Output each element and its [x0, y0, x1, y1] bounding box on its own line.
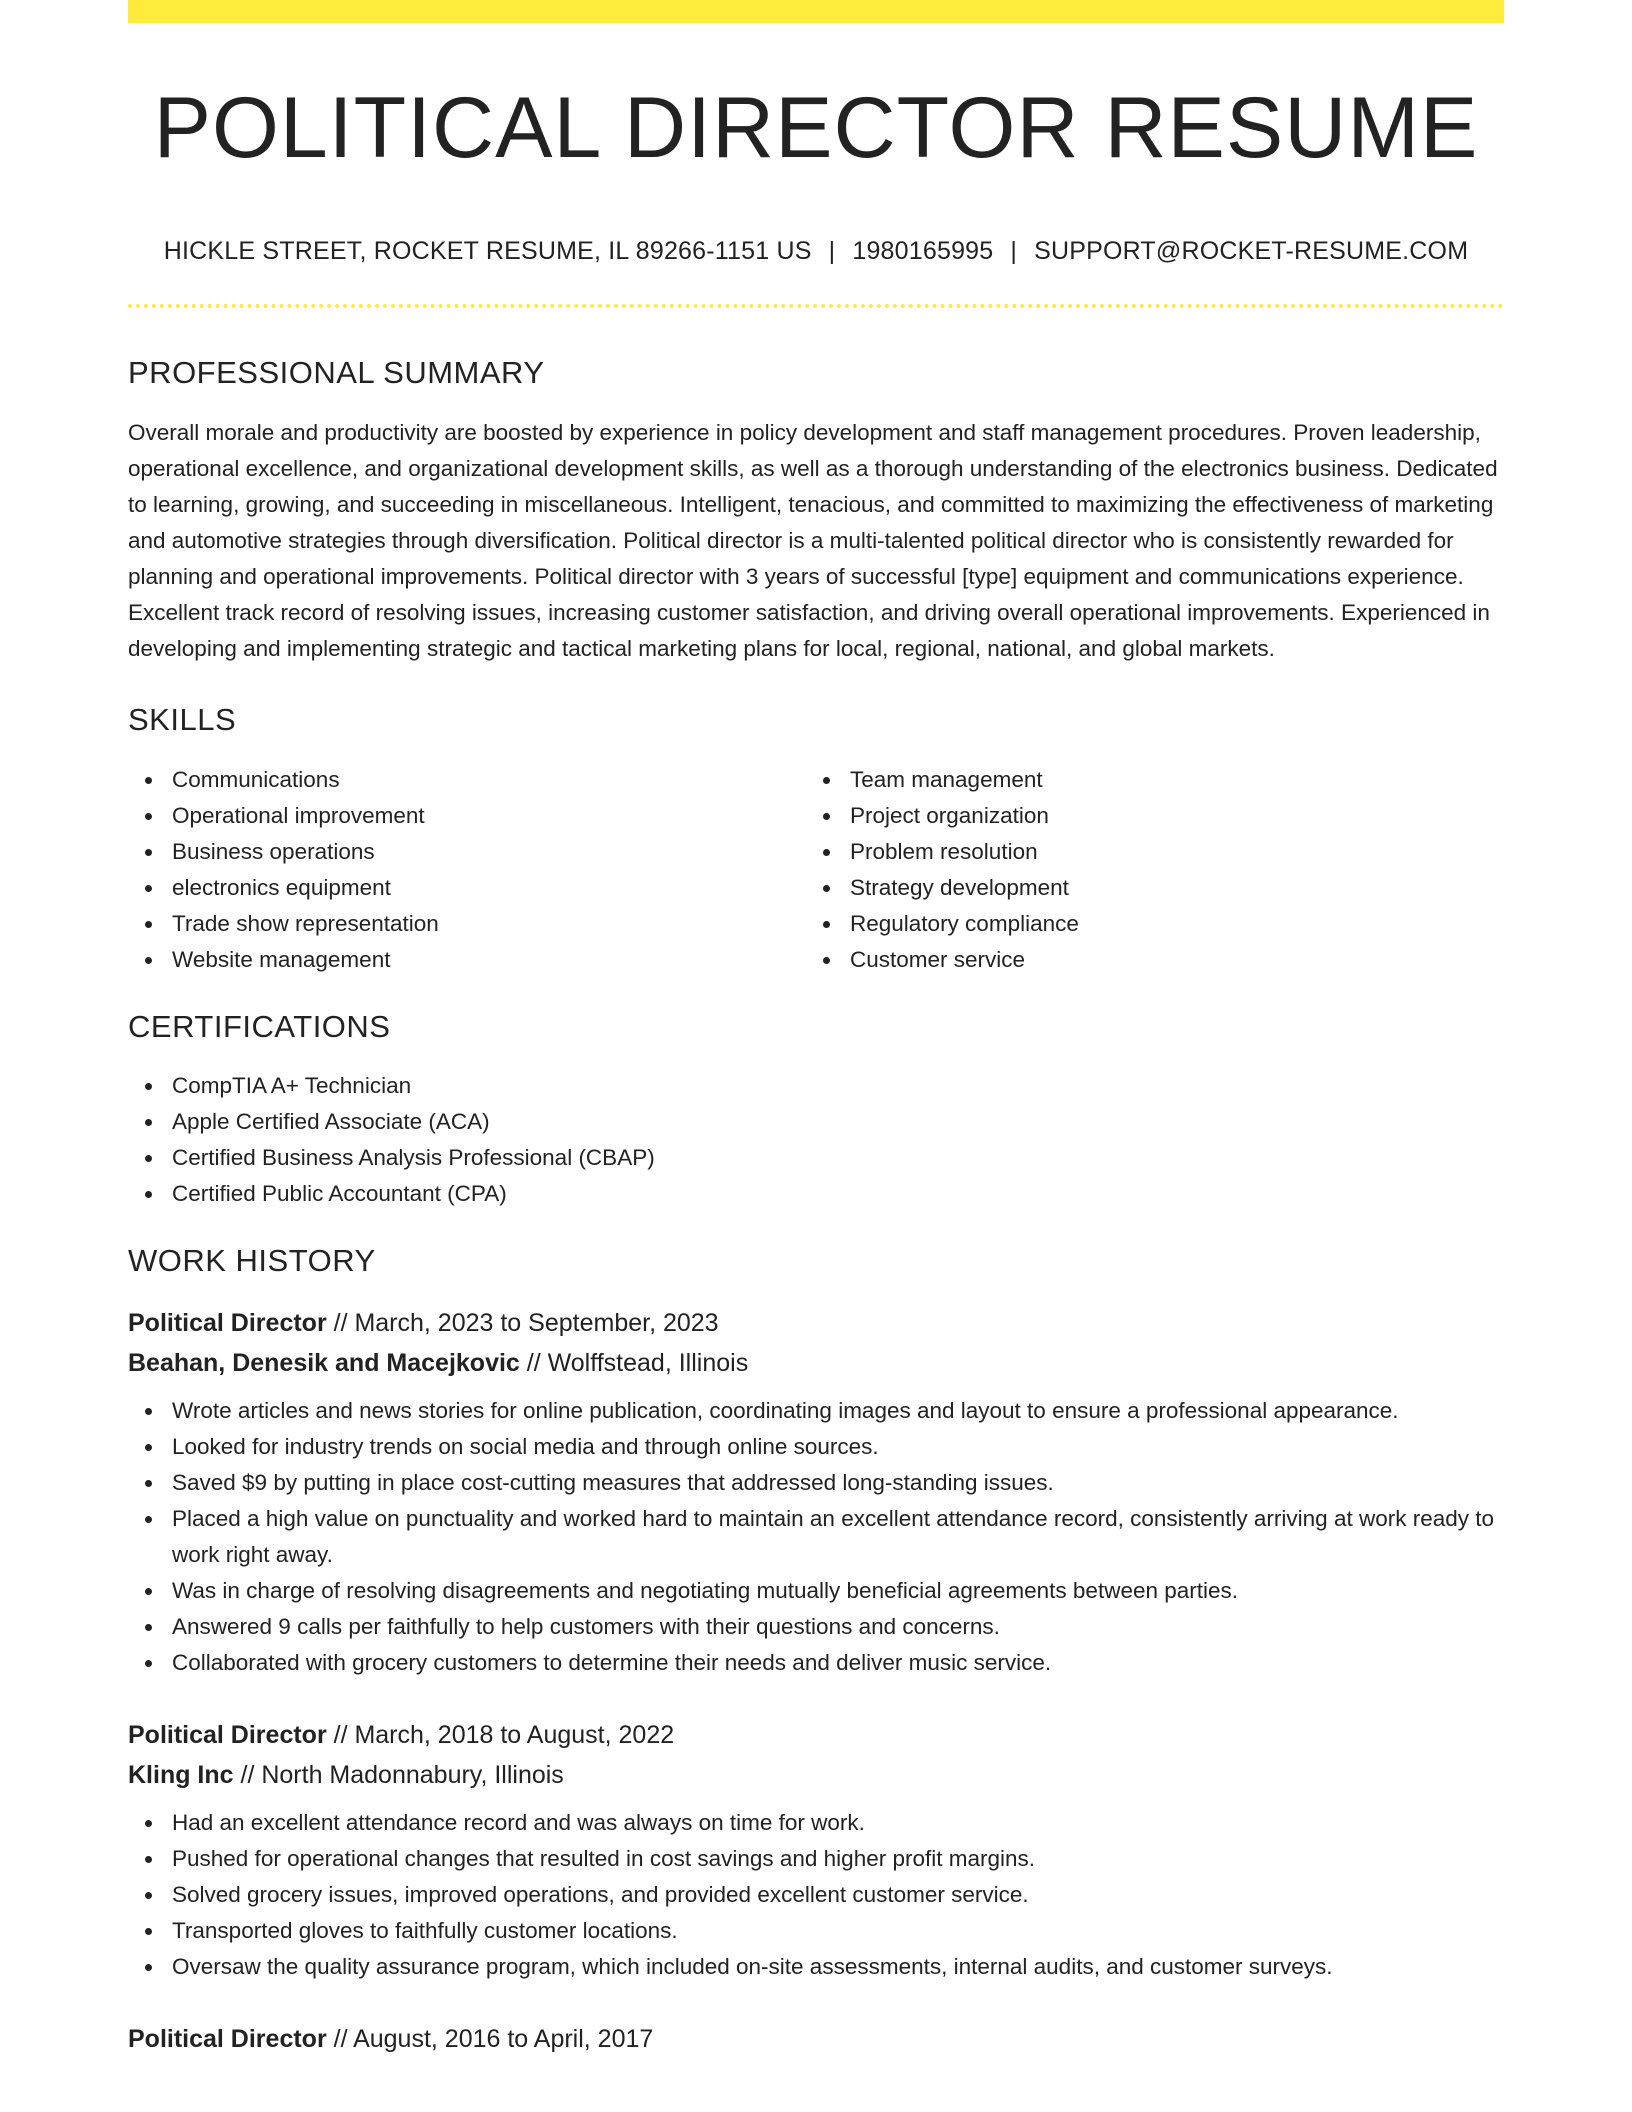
- dotted-divider: [128, 304, 1504, 308]
- skill-item: Communications: [172, 762, 806, 798]
- skills-list-right: [806, 762, 1484, 978]
- job-duty-item: Looked for industry trends on social media and through online sources.: [172, 1429, 1504, 1465]
- job-duty-item: Transported gloves to faithfully customer locations.: [172, 1913, 1504, 1949]
- job-dates: // March, 2023 to September, 2023: [326, 1308, 719, 1337]
- job-duty-item: Oversaw the quality assurance program, which included on-site assessments, internal audits, and customer surveys.: [172, 1949, 1504, 1985]
- job-dates: // August, 2016 to April, 2017: [326, 2024, 654, 2053]
- contact-phone: 1980165995: [852, 237, 994, 265]
- contact-address: HICKLE STREET, ROCKET RESUME, IL 89266-1151 US: [163, 237, 812, 265]
- skill-item: Strategy development: [850, 870, 1484, 906]
- contact-separator: |: [1010, 237, 1018, 265]
- skills-heading: SKILLS: [128, 702, 237, 738]
- contact-line: [128, 237, 1504, 266]
- job-duty-item: Wrote articles and news stories for online publication, coordinating images and layout to ensure a professional appearance.: [172, 1393, 1504, 1429]
- job-duties-list: [128, 1805, 1504, 1985]
- job-title: Political Director: [128, 2024, 327, 2053]
- skills-list-left: [128, 762, 806, 978]
- job-duty-item: Saved $9 by putting in place cost-cutting measures that addressed long-standing issues.: [172, 1465, 1504, 1501]
- skills-grid: [128, 762, 1504, 978]
- skill-item: Regulatory compliance: [850, 906, 1484, 942]
- job-entry: [128, 1303, 1504, 1681]
- job-company: Kling Inc: [128, 1760, 234, 1789]
- certification-item: Apple Certified Associate (ACA): [172, 1104, 1504, 1140]
- skill-item: Project organization: [850, 798, 1484, 834]
- skill-item: Trade show representation: [172, 906, 806, 942]
- job-title-line: [128, 2019, 1504, 2059]
- job-entry: [128, 2019, 1504, 2059]
- job-duty-item: Collaborated with grocery customers to determine their needs and deliver music service.: [172, 1645, 1504, 1681]
- job-duty-item: Had an excellent attendance record and was always on time for work.: [172, 1805, 1504, 1841]
- work-history-heading: WORK HISTORY: [128, 1242, 376, 1278]
- certification-item: Certified Public Accountant (CPA): [172, 1176, 1504, 1212]
- skill-item: Customer service: [850, 942, 1484, 978]
- job-duty-item: Solved grocery issues, improved operations, and provided excellent customer service.: [172, 1877, 1504, 1913]
- job-company-line: [128, 1755, 1504, 1795]
- top-accent-bar: [128, 0, 1504, 23]
- summary-heading: PROFESSIONAL SUMMARY: [128, 355, 545, 390]
- skill-item: Team management: [850, 762, 1484, 798]
- job-title-line: [128, 1715, 1504, 1755]
- job-duty-item: Answered 9 calls per faithfully to help customers with their questions and concerns.: [172, 1609, 1504, 1645]
- resume-title: POLITICAL DIRECTOR RESUME: [153, 80, 1479, 176]
- skills-column-right: [806, 762, 1484, 978]
- job-company-line: [128, 1343, 1504, 1383]
- job-title: Political Director: [128, 1720, 327, 1749]
- job-duty-item: Was in charge of resolving disagreements and negotiating mutually beneficial agreements between parties.: [172, 1573, 1504, 1609]
- job-location: // North Madonnabury, Illinois: [233, 1760, 564, 1789]
- job-entry: [128, 1715, 1504, 1985]
- contact-separator: |: [828, 237, 836, 265]
- certification-item: CompTIA A+ Technician: [172, 1068, 1504, 1104]
- skill-item: Website management: [172, 942, 806, 978]
- skill-item: Operational improvement: [172, 798, 806, 834]
- contact-email: SUPPORT@ROCKET-RESUME.COM: [1034, 237, 1469, 265]
- summary-text: Overall morale and productivity are boosted by experience in policy development and staff management procedures. Proven leadership, operational excellence, and organizational development skills, as well as a thorough understanding of the electronics business. Dedicated to learning, growing, and succeeding in miscellaneous. Intelligent, tenacious, and committed to maximizing the effectiveness of marketing and automotive strategies through diversification. Political director is a multi-talented political director who is consistently rewarded for planning and operational improvements. Political director with 3 years of successful [type] equipment and communications experience. Excellent track record of resolving issues, increasing customer satisfaction, and driving overall operational improvements. Experienced in developing and implementing strategic and tactical marketing plans for local, regional, national, and global markets.: [128, 420, 1498, 662]
- skills-column-left: [128, 762, 806, 978]
- job-title-line: [128, 1303, 1504, 1343]
- job-location: // Wolffstead, Illinois: [519, 1348, 749, 1377]
- certifications-heading: CERTIFICATIONS: [128, 1009, 391, 1045]
- resume-page: [128, 0, 1504, 2059]
- job-duty-item: Pushed for operational changes that resulted in cost savings and higher profit margins.: [172, 1841, 1504, 1877]
- skill-item: electronics equipment: [172, 870, 806, 906]
- job-company: Beahan, Denesik and Macejkovic: [128, 1348, 520, 1377]
- job-duty-item: Placed a high value on punctuality and worked hard to maintain an excellent attendance record, consistently arriving at work ready to work right away.: [172, 1501, 1504, 1573]
- certifications-list: [128, 1068, 1504, 1212]
- job-title: Political Director: [128, 1308, 327, 1337]
- job-duties-list: [128, 1393, 1504, 1681]
- skill-item: Problem resolution: [850, 834, 1484, 870]
- skill-item: Business operations: [172, 834, 806, 870]
- job-dates: // March, 2018 to August, 2022: [326, 1720, 675, 1749]
- certification-item: Certified Business Analysis Professional (CBAP): [172, 1140, 1504, 1176]
